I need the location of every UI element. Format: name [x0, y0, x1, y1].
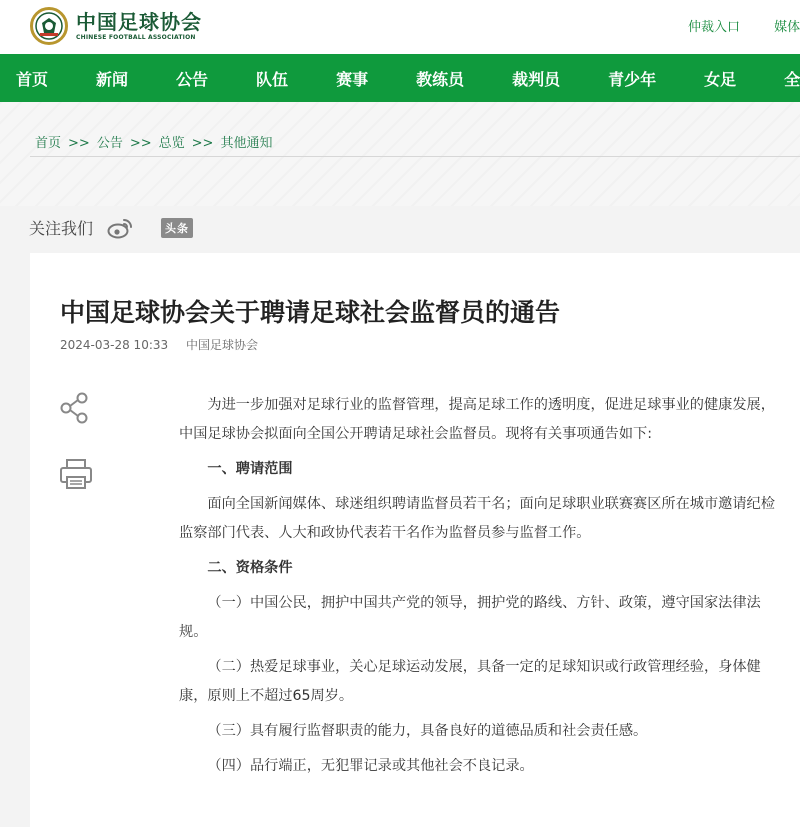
share-icon[interactable]	[58, 391, 92, 425]
cfa-badge-icon	[30, 7, 68, 45]
article-source: 中国足球协会	[185, 338, 258, 352]
breadcrumb-overview[interactable]: 总览	[158, 136, 185, 151]
top-header	[0, 0, 800, 54]
section-heading: 二、资格条件	[207, 560, 293, 576]
section-heading: 一、聘请范围	[207, 461, 293, 477]
nav-item-home[interactable]: 首页	[16, 69, 49, 89]
breadcrumb-other-notices[interactable]: 其他通知	[220, 136, 273, 151]
article-paragraph: （二）热爱足球事业，关心足球运动发展，具备一定的足球知识或行政管理经验，身体健康，原则上不超过65周岁。	[179, 659, 761, 704]
article-meta	[60, 336, 258, 353]
toutiao-icon[interactable]: 头条	[161, 218, 193, 238]
breadcrumb-home[interactable]: 首页	[35, 136, 62, 151]
arbitration-link[interactable]: 仲裁入口	[688, 20, 741, 35]
nav-item-more[interactable]: 全	[784, 69, 800, 89]
logo-subtitle: CHINESE FOOTBALL ASSOCIATION	[76, 33, 196, 41]
article-paragraph: 面向全国新闻媒体、球迷组织聘请监督员若干名；面向足球职业联赛赛区所在城市邀请纪检监察部门代表、人大和政协代表若干名作为监督员参与监督工作。	[179, 496, 775, 541]
breadcrumb-separator: >>	[129, 136, 152, 151]
follow-label: 关注我们	[29, 219, 94, 238]
nav-item-events[interactable]: 赛事	[336, 69, 369, 89]
article-paragraph: （一）中国公民，拥护中国共产党的领导，拥护党的路线、方针、政策，遵守国家法律法规。	[179, 595, 761, 640]
site-logo[interactable]	[30, 7, 202, 45]
article-card	[30, 253, 800, 827]
article-body	[179, 391, 781, 787]
media-link[interactable]: 媒体	[774, 20, 800, 35]
nav-item-notices[interactable]: 公告	[176, 69, 209, 89]
article-title: 中国足球协会关于聘请足球社会监督员的通告	[60, 298, 561, 327]
nav-item-news[interactable]: 新闻	[96, 69, 129, 89]
main-nav	[0, 54, 800, 102]
nav-item-youth[interactable]: 青少年	[608, 69, 657, 89]
article-paragraph: （四）品行端正，无犯罪记录或其他社会不良记录。	[207, 758, 534, 774]
print-icon[interactable]	[58, 456, 94, 492]
top-links	[688, 16, 800, 35]
nav-item-coaches[interactable]: 教练员	[416, 69, 465, 89]
breadcrumb-separator: >>	[191, 136, 214, 151]
article-date: 2024-03-28 10:33	[60, 338, 169, 352]
breadcrumb-divider	[30, 156, 800, 157]
follow-us	[29, 216, 193, 239]
nav-item-women[interactable]: 女足	[704, 69, 737, 89]
logo-title: 中国足球协会	[76, 9, 202, 34]
breadcrumb-band	[0, 102, 800, 206]
breadcrumb-notices[interactable]: 公告	[96, 136, 123, 151]
nav-item-teams[interactable]: 队伍	[256, 69, 289, 89]
weibo-icon[interactable]	[107, 217, 133, 239]
article-paragraph: 为进一步加强对足球行业的监督管理，提高足球工作的透明度，促进足球事业的健康发展，中国足球协会拟面向全国公开聘请足球社会监督员。现将有关事项通告如下:	[179, 397, 775, 442]
breadcrumb	[35, 132, 272, 151]
logo-text	[76, 11, 202, 42]
article-paragraph: （三）具有履行监督职责的能力，具备良好的道德品质和社会责任感。	[207, 723, 648, 739]
nav-item-referees[interactable]: 裁判员	[512, 69, 561, 89]
breadcrumb-separator: >>	[68, 136, 90, 151]
